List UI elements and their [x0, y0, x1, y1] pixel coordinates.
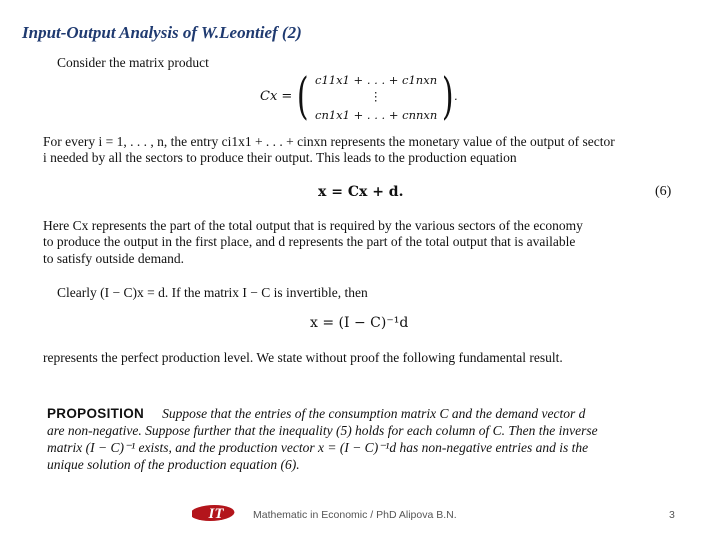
proposition-line-1: PROPOSITION Suppose that the entries of the consumption matrix C and the demand vector d	[47, 406, 586, 421]
left-paren: (	[296, 67, 309, 125]
proposition-line-2: are non-negative. Suppose further that the inequality (5) holds for each column of C. Then the inverse	[47, 423, 598, 438]
equation-number: (6)	[655, 184, 672, 199]
proposition	[47, 405, 673, 473]
slide-title: Input-Output Analysis of W.Leontief (2)	[22, 23, 302, 42]
proposition-heading: PROPOSITION	[47, 406, 145, 421]
proposition-line-3: matrix (I − C)⁻¹ exists, and the production vector x = (I − C)⁻¹d has non-negative entries and is the	[47, 440, 589, 455]
para1-line2: i needed by all the sectors to produce their output. This leads to the production equation	[43, 150, 517, 165]
matrix-product	[260, 67, 460, 125]
solution-equation: x = (I − C)⁻¹d	[310, 315, 409, 331]
logo-text: IT	[208, 506, 224, 522]
footer-caption: Mathematic in Economic / PhD Alipova B.N.	[253, 509, 457, 521]
matrix-lhs: Cx =	[260, 89, 293, 104]
matrix-trailing-dot: .	[454, 89, 458, 103]
page-number: 3	[669, 509, 675, 521]
matrix-row-1: c11x1 + . . . + c1nxn	[315, 73, 438, 87]
university-logo	[192, 503, 238, 523]
production-equation: x = Cx + d.	[318, 184, 404, 200]
consider-text: Consider the matrix product	[57, 55, 209, 70]
matrix-row-n: cn1x1 + . . . + cnnxn	[315, 108, 438, 122]
para2-line2: to produce the output in the first place, and d represents the part of the total output that is available	[43, 234, 576, 249]
para1-line1: For every i = 1, . . . , n, the entry ci1x1 + . . . + cinxn represents the monetary value of the output of sector	[43, 134, 615, 149]
para3: represents the perfect production level. We state without proof the following fundamental result.	[43, 350, 563, 365]
para2-line3: to satisfy outside demand.	[43, 251, 184, 266]
proposition-line-4: unique solution of the production equation (6).	[47, 457, 300, 472]
clearly-text: Clearly (I − C)x = d. If the matrix I − C is invertible, then	[57, 285, 368, 300]
para2-line1: Here Cx represents the part of the total output that is required by the various sectors of the economy	[43, 218, 583, 233]
right-paren: )	[441, 67, 454, 125]
matrix-vdots: ⋮	[370, 89, 382, 103]
